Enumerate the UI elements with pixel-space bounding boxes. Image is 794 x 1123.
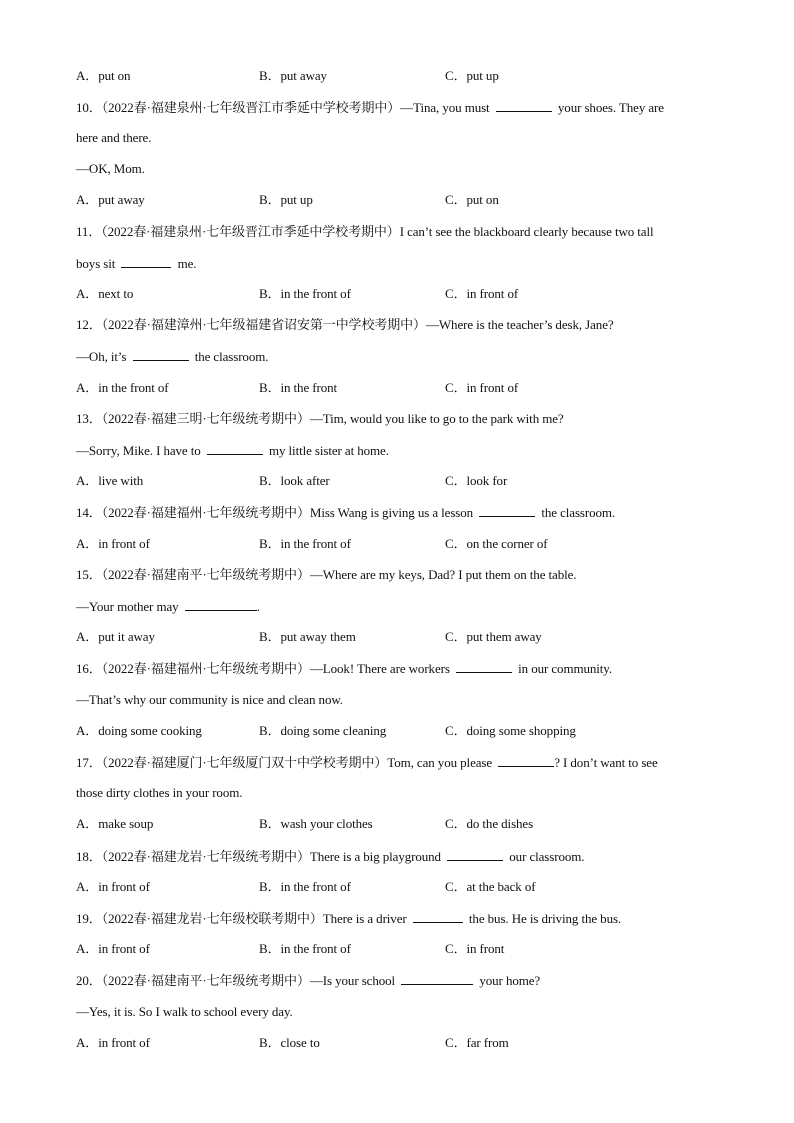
option-c[interactable]: C．far from bbox=[445, 1035, 509, 1050]
stem-text: in our community. bbox=[518, 661, 613, 676]
question-source: （2022春·福建厦门·七年级厦门双十中学校考期中） bbox=[101, 755, 388, 770]
q17-stem-line2: those dirty clothes in your room. bbox=[76, 785, 243, 800]
q20-stem bbox=[76, 970, 726, 990]
q11-options bbox=[76, 284, 726, 304]
question-number: 20． bbox=[76, 973, 102, 988]
q12-stem bbox=[76, 315, 726, 335]
reply-text: my little sister at home. bbox=[268, 443, 389, 458]
option-b[interactable]: B．put away bbox=[259, 68, 327, 83]
answer-blank[interactable] bbox=[447, 846, 503, 861]
q11-stem-line2 bbox=[76, 253, 726, 273]
q15-options bbox=[76, 627, 726, 647]
question-number: 10． bbox=[76, 100, 102, 115]
reply-text: . bbox=[256, 599, 260, 614]
stem-text: I can’t see the blackboard clearly because two tall bbox=[399, 224, 654, 239]
q10-options bbox=[76, 190, 726, 210]
option-a[interactable]: A．in front of bbox=[76, 536, 150, 551]
stem-text: the classroom. bbox=[541, 505, 616, 520]
stem-text: Tom, can you please bbox=[387, 755, 493, 770]
option-a[interactable]: A．put away bbox=[76, 192, 145, 207]
answer-blank[interactable] bbox=[413, 908, 463, 923]
q17-stem bbox=[76, 752, 726, 772]
stem-text: —Tim, would you like to go to the park with me? bbox=[309, 411, 564, 426]
option-c[interactable]: C．in front bbox=[445, 941, 505, 956]
q20-options bbox=[76, 1033, 726, 1053]
stem-text: Miss Wang is giving us a lesson bbox=[309, 505, 474, 520]
question-source: （2022春·福建泉州·七年级晋江市季延中学校考期中） bbox=[101, 100, 401, 115]
option-c[interactable]: C．in front of bbox=[445, 286, 519, 301]
question-source: （2022春·福建三明·七年级统考期中） bbox=[101, 411, 310, 426]
option-c[interactable]: C．put up bbox=[445, 68, 499, 83]
q18-stem bbox=[76, 846, 726, 866]
option-a[interactable]: A．put it away bbox=[76, 629, 155, 644]
option-b[interactable]: B．doing some cleaning bbox=[259, 723, 387, 738]
stem-text: There is a driver bbox=[322, 911, 407, 926]
stem-text: —Look! There are workers bbox=[309, 661, 450, 676]
question-number: 11． bbox=[76, 224, 102, 239]
q13-stem bbox=[76, 409, 726, 429]
q15-stem bbox=[76, 565, 726, 585]
q16-options bbox=[76, 721, 726, 741]
q13-options bbox=[76, 471, 726, 491]
reply-text: the classroom. bbox=[194, 349, 269, 364]
stem-text: There is a big playground bbox=[309, 849, 441, 864]
option-a[interactable]: A．doing some cooking bbox=[76, 723, 202, 738]
option-b[interactable]: B．in the front bbox=[259, 380, 338, 395]
stem-text: your home? bbox=[479, 973, 541, 988]
question-number: 14． bbox=[76, 505, 102, 520]
question-number: 13． bbox=[76, 411, 102, 426]
stem-text: —Where is the teacher’s desk, Jane? bbox=[425, 317, 614, 332]
q9-options bbox=[76, 66, 726, 86]
q14-options bbox=[76, 534, 726, 554]
question-source: （2022春·福建泉州·七年级晋江市季延中学校考期中） bbox=[101, 224, 400, 239]
question-source: （2022春·福建福州·七年级统考期中） bbox=[101, 661, 310, 676]
question-source: （2022春·福建福州·七年级统考期中） bbox=[101, 505, 310, 520]
stem-text: the bus. He is driving the bus. bbox=[468, 911, 622, 926]
q12-options bbox=[76, 378, 726, 398]
q15-reply bbox=[76, 596, 726, 616]
answer-blank[interactable] bbox=[121, 253, 171, 268]
option-c[interactable]: C．look for bbox=[445, 473, 508, 488]
reply-text: —Your mother may bbox=[76, 599, 179, 614]
q11-stem bbox=[76, 222, 726, 242]
q18-options bbox=[76, 877, 726, 897]
option-a[interactable]: A．in front of bbox=[76, 879, 150, 894]
q13-reply bbox=[76, 440, 726, 460]
option-a[interactable]: A．next to bbox=[76, 286, 134, 301]
option-b[interactable]: B．put away them bbox=[259, 629, 356, 644]
q19-stem bbox=[76, 908, 726, 928]
reply-text: —Sorry, Mike. I have to bbox=[76, 443, 201, 458]
q16-stem bbox=[76, 658, 726, 678]
option-c[interactable]: C．put them away bbox=[445, 629, 542, 644]
stem-text: boys sit bbox=[76, 256, 116, 271]
reply-text: —Oh, it’s bbox=[76, 349, 127, 364]
q10-reply: —OK, Mom. bbox=[76, 161, 145, 176]
option-b[interactable]: B．in the front of bbox=[259, 941, 351, 956]
option-a[interactable]: A．in the front of bbox=[76, 380, 169, 395]
stem-text: —Where are my keys, Dad? I put them on the table. bbox=[309, 567, 577, 582]
question-source: （2022春·福建南平·七年级统考期中） bbox=[101, 973, 310, 988]
q14-stem bbox=[76, 502, 726, 522]
option-b[interactable]: B．in the front of bbox=[259, 536, 351, 551]
option-b[interactable]: B．close to bbox=[259, 1035, 320, 1050]
question-number: 19． bbox=[76, 911, 102, 926]
question-source: （2022春·福建龙岩·七年级统考期中） bbox=[101, 849, 310, 864]
stem-text: —Is your school bbox=[309, 973, 396, 988]
option-c[interactable]: C．put on bbox=[445, 192, 499, 207]
stem-text: our classroom. bbox=[509, 849, 585, 864]
question-number: 17． bbox=[76, 755, 102, 770]
option-c[interactable]: C．at the back of bbox=[445, 879, 536, 894]
question-source: （2022春·福建南平·七年级统考期中） bbox=[101, 567, 310, 582]
option-a[interactable]: A．put on bbox=[76, 68, 131, 83]
answer-blank[interactable] bbox=[401, 970, 473, 985]
answer-blank[interactable] bbox=[496, 97, 552, 112]
option-c[interactable]: C．on the corner of bbox=[445, 536, 548, 551]
stem-text: ? I don’t want to see bbox=[554, 755, 658, 770]
q17-options bbox=[76, 814, 726, 834]
question-number: 16． bbox=[76, 661, 102, 676]
option-a[interactable]: A．live with bbox=[76, 473, 144, 488]
answer-blank[interactable] bbox=[498, 752, 554, 767]
stem-text: your shoes. They are bbox=[557, 100, 664, 115]
question-number: 15． bbox=[76, 567, 102, 582]
q10-stem-line2: here and there. bbox=[76, 130, 152, 145]
option-c[interactable]: C．do the dishes bbox=[445, 816, 534, 831]
answer-blank[interactable] bbox=[456, 658, 512, 673]
option-a[interactable]: A．in front of bbox=[76, 941, 150, 956]
answer-blank[interactable] bbox=[207, 440, 263, 455]
q16-reply: —That’s why our community is nice and clean now. bbox=[76, 692, 343, 707]
answer-blank[interactable] bbox=[479, 502, 535, 517]
stem-text: —Tina, you must bbox=[400, 100, 490, 115]
q12-reply bbox=[76, 346, 726, 366]
q10-stem bbox=[76, 97, 726, 117]
option-a[interactable]: A．in front of bbox=[76, 1035, 150, 1050]
option-b[interactable]: B．in the front of bbox=[259, 879, 351, 894]
q19-options bbox=[76, 939, 726, 959]
option-a[interactable]: A．make soup bbox=[76, 816, 154, 831]
option-b[interactable]: B．put up bbox=[259, 192, 313, 207]
question-source: （2022春·福建漳州·七年级福建省诏安第一中学校考期中） bbox=[101, 317, 426, 332]
option-c[interactable]: C．in front of bbox=[445, 380, 519, 395]
answer-blank[interactable] bbox=[133, 346, 189, 361]
q20-reply: —Yes, it is. So I walk to school every day. bbox=[76, 1004, 293, 1019]
answer-blank[interactable] bbox=[185, 596, 257, 611]
option-b[interactable]: B．wash your clothes bbox=[259, 816, 373, 831]
question-source: （2022春·福建龙岩·七年级校联考期中） bbox=[101, 911, 323, 926]
question-number: 12． bbox=[76, 317, 102, 332]
option-b[interactable]: B．in the front of bbox=[259, 286, 351, 301]
option-c[interactable]: C．doing some shopping bbox=[445, 723, 576, 738]
stem-text: me. bbox=[177, 256, 197, 271]
option-b[interactable]: B．look after bbox=[259, 473, 330, 488]
question-number: 18． bbox=[76, 849, 102, 864]
